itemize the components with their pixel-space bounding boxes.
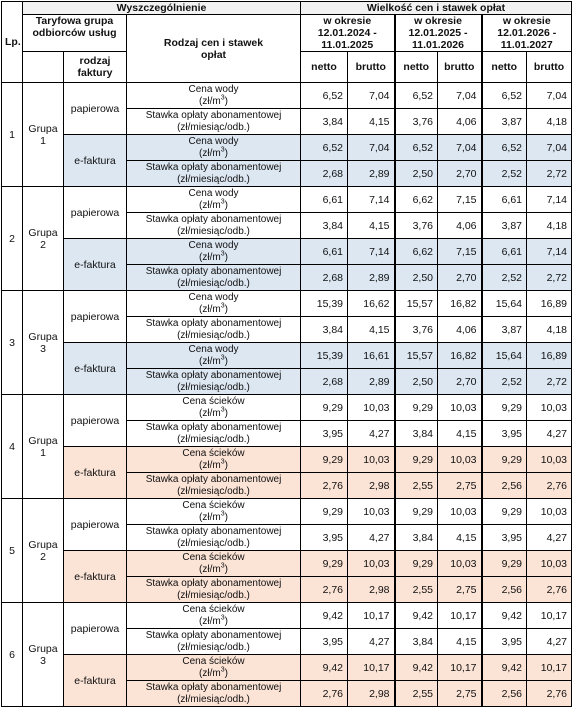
netto-value: 9,42 — [301, 655, 348, 681]
header-brutto-1: brutto — [348, 52, 395, 83]
row-lp: 1 — [2, 83, 23, 187]
price-description — [127, 343, 301, 369]
netto-value: 15,57 — [395, 291, 438, 317]
netto-value: 2,52 — [482, 369, 527, 395]
netto-value: 9,29 — [482, 499, 527, 525]
brutto-value: 7,15 — [438, 187, 482, 213]
price-name: Stawka opłaty abonamentowej — [145, 577, 282, 589]
group-name: Grupa 3 — [23, 603, 64, 707]
invoice-type-paper: papierowa — [64, 499, 127, 551]
price-unit — [130, 616, 297, 628]
unit-close: ) — [224, 459, 228, 471]
price-description — [127, 681, 301, 707]
netto-value: 6,52 — [301, 135, 348, 161]
brutto-value: 16,89 — [527, 343, 572, 369]
brutto-value: 2,72 — [527, 369, 572, 395]
price-unit: (zł/miesiąc/odb.) — [177, 485, 250, 497]
netto-value: 15,64 — [482, 343, 527, 369]
group-name: Grupa 3 — [23, 291, 64, 395]
price-name: Cena ścieków — [182, 603, 245, 615]
brutto-value: 10,03 — [527, 551, 572, 577]
netto-value: 2,55 — [395, 473, 438, 499]
netto-value: 9,29 — [301, 499, 348, 525]
netto-value: 3,95 — [301, 629, 348, 655]
netto-value: 3,95 — [482, 421, 527, 447]
unit-text: (zł/m — [199, 615, 221, 627]
brutto-value: 16,62 — [348, 291, 395, 317]
invoice-type-paper: papierowa — [64, 187, 127, 239]
price-description — [127, 603, 301, 629]
brutto-value: 4,06 — [438, 109, 482, 135]
unit-close: ) — [224, 251, 228, 263]
brutto-value: 4,15 — [348, 317, 395, 343]
brutto-value: 7,04 — [438, 83, 482, 109]
price-description — [127, 655, 301, 681]
brutto-value: 10,03 — [438, 447, 482, 473]
brutto-value: 7,14 — [527, 239, 572, 265]
invoice-type-paper: papierowa — [64, 603, 127, 655]
price-name: Stawka opłaty abonamentowej — [145, 421, 282, 433]
netto-value: 3,95 — [301, 525, 348, 551]
row-lp: 3 — [2, 291, 23, 395]
netto-value: 9,42 — [482, 655, 527, 681]
brutto-value: 2,76 — [527, 473, 572, 499]
netto-value: 9,29 — [395, 447, 438, 473]
price-name: Cena ścieków — [182, 447, 245, 459]
netto-value: 2,52 — [482, 265, 527, 291]
brutto-value: 10,03 — [348, 395, 395, 421]
netto-value: 3,76 — [395, 109, 438, 135]
netto-value: 9,29 — [301, 551, 348, 577]
brutto-value: 16,82 — [438, 291, 482, 317]
price-description — [127, 239, 301, 265]
brutto-value: 10,03 — [348, 447, 395, 473]
price-description — [127, 161, 301, 187]
netto-value: 2,50 — [395, 265, 438, 291]
price-name: Cena ścieków — [182, 499, 245, 511]
brutto-value: 10,03 — [348, 499, 395, 525]
brutto-value: 10,17 — [348, 603, 395, 629]
header-taryfowa-grupa: Taryfowa grupa odbiorców usług — [23, 15, 127, 52]
group-name: Grupa 2 — [23, 499, 64, 603]
price-name: Stawka opłaty abonamentowej — [145, 317, 282, 329]
unit-superscript: 3 — [220, 458, 225, 466]
brutto-value: 7,15 — [438, 239, 482, 265]
price-unit: (zł/miesiąc/odb.) — [177, 225, 250, 237]
brutto-value: 10,17 — [438, 655, 482, 681]
unit-text: (zł/m — [199, 355, 221, 367]
invoice-type-efaktura: e-faktura — [64, 655, 127, 707]
netto-value: 2,55 — [395, 577, 438, 603]
price-unit — [130, 564, 297, 576]
price-name: Stawka opłaty abonamentowej — [145, 473, 282, 485]
unit-text: (zł/m — [199, 199, 221, 211]
unit-text: (zł/m — [199, 667, 221, 679]
group-name: Grupa 1 — [23, 83, 64, 187]
tariff-table — [1, 1, 572, 707]
brutto-value: 4,15 — [348, 109, 395, 135]
price-name: Stawka opłaty abonamentowej — [145, 681, 282, 693]
netto-value: 6,52 — [395, 135, 438, 161]
netto-value: 2,50 — [395, 369, 438, 395]
header-brutto-2: brutto — [438, 52, 482, 83]
header-lp: Lp. — [2, 2, 23, 83]
header-netto-1: netto — [301, 52, 348, 83]
brutto-value: 2,75 — [438, 681, 482, 707]
brutto-value: 2,98 — [348, 473, 395, 499]
brutto-value: 4,27 — [348, 629, 395, 655]
netto-value: 3,84 — [395, 421, 438, 447]
unit-superscript: 3 — [220, 562, 225, 570]
brutto-value: 10,17 — [527, 603, 572, 629]
netto-value: 9,29 — [395, 551, 438, 577]
unit-close: ) — [224, 199, 228, 211]
group-name: Grupa 2 — [23, 187, 64, 291]
unit-superscript: 3 — [220, 406, 225, 414]
unit-text: (zł/m — [199, 459, 221, 471]
brutto-value: 7,04 — [348, 135, 395, 161]
price-name: Stawka opłaty abonamentowej — [145, 525, 282, 537]
brutto-value: 4,27 — [527, 629, 572, 655]
netto-value: 3,87 — [482, 317, 527, 343]
netto-value: 9,29 — [301, 395, 348, 421]
netto-value: 15,57 — [395, 343, 438, 369]
brutto-value: 4,15 — [438, 421, 482, 447]
price-unit: (zł/miesiąc/odb.) — [177, 277, 250, 289]
brutto-value: 2,98 — [348, 577, 395, 603]
price-name: Stawka opłaty abonamentowej — [145, 161, 282, 173]
price-unit — [130, 668, 297, 680]
price-description — [127, 369, 301, 395]
brutto-value: 10,03 — [527, 499, 572, 525]
unit-text: (zł/m — [199, 251, 221, 263]
unit-close: ) — [224, 511, 228, 523]
price-name: Cena wody — [188, 83, 239, 95]
netto-value: 2,50 — [395, 161, 438, 187]
brutto-value: 2,89 — [348, 265, 395, 291]
brutto-value: 7,14 — [527, 187, 572, 213]
brutto-value: 4,06 — [438, 317, 482, 343]
price-unit — [130, 96, 297, 108]
brutto-value: 2,70 — [438, 369, 482, 395]
brutto-value: 2,72 — [527, 161, 572, 187]
price-description — [127, 317, 301, 343]
unit-superscript: 3 — [220, 510, 225, 518]
header-period-3: w okresie 12.01.2026 - 11.01.2027 — [482, 15, 572, 52]
brutto-value: 10,03 — [527, 447, 572, 473]
brutto-value: 2,75 — [438, 577, 482, 603]
brutto-value: 10,03 — [527, 395, 572, 421]
invoice-type-efaktura: e-faktura — [64, 239, 127, 291]
header-period-2: w okresie 12.01.2025 - 11.01.2026 — [395, 15, 482, 52]
price-name: Cena wody — [188, 291, 239, 303]
price-unit — [130, 304, 297, 316]
invoice-type-efaktura: e-faktura — [64, 343, 127, 395]
brutto-value: 10,03 — [438, 551, 482, 577]
invoice-type-efaktura: e-faktura — [64, 551, 127, 603]
brutto-value: 10,03 — [348, 551, 395, 577]
netto-value: 3,87 — [482, 109, 527, 135]
unit-superscript: 3 — [220, 94, 225, 102]
netto-value: 9,29 — [482, 395, 527, 421]
brutto-value: 2,75 — [438, 473, 482, 499]
price-unit — [130, 148, 297, 160]
price-unit — [130, 408, 297, 420]
price-unit — [130, 356, 297, 368]
price-description — [127, 265, 301, 291]
price-description — [127, 395, 301, 421]
unit-close: ) — [224, 667, 228, 679]
brutto-value: 4,27 — [527, 421, 572, 447]
netto-value: 6,52 — [482, 83, 527, 109]
unit-text: (zł/m — [199, 563, 221, 575]
price-description — [127, 187, 301, 213]
price-unit: (zł/miesiąc/odb.) — [177, 589, 250, 601]
brutto-value: 4,18 — [527, 213, 572, 239]
invoice-type-efaktura: e-faktura — [64, 135, 127, 187]
price-name: Cena wody — [188, 187, 239, 199]
netto-value: 3,84 — [395, 525, 438, 551]
header-wyszczegolnienie: Wyszczególnienie — [23, 2, 301, 15]
unit-text: (zł/m — [199, 95, 221, 107]
netto-value: 9,29 — [482, 551, 527, 577]
brutto-value: 10,17 — [527, 655, 572, 681]
netto-value: 9,29 — [301, 447, 348, 473]
price-description — [127, 83, 301, 109]
unit-text: (zł/m — [199, 407, 221, 419]
netto-value: 6,52 — [395, 83, 438, 109]
price-unit — [130, 200, 297, 212]
price-name: Stawka opłaty abonamentowej — [145, 265, 282, 277]
netto-value: 15,39 — [301, 291, 348, 317]
price-name: Cena wody — [188, 343, 239, 355]
invoice-type-efaktura: e-faktura — [64, 447, 127, 499]
price-description — [127, 473, 301, 499]
brutto-value: 10,17 — [438, 603, 482, 629]
netto-value: 9,29 — [395, 395, 438, 421]
brutto-value: 7,04 — [348, 83, 395, 109]
invoice-type-paper: papierowa — [64, 291, 127, 343]
netto-value: 9,42 — [395, 603, 438, 629]
netto-value: 3,76 — [395, 317, 438, 343]
netto-value: 2,76 — [301, 577, 348, 603]
unit-text: (zł/m — [199, 511, 221, 523]
netto-value: 3,76 — [395, 213, 438, 239]
netto-value: 9,42 — [301, 603, 348, 629]
unit-close: ) — [224, 147, 228, 159]
header-rodzaj-cen: Rodzaj cen i stawek opłat — [127, 15, 301, 83]
brutto-value: 16,61 — [348, 343, 395, 369]
netto-value: 15,64 — [482, 291, 527, 317]
unit-superscript: 3 — [220, 198, 225, 206]
brutto-value: 4,27 — [348, 421, 395, 447]
netto-value: 2,68 — [301, 369, 348, 395]
netto-value: 9,42 — [395, 655, 438, 681]
netto-value: 2,68 — [301, 265, 348, 291]
netto-value: 3,84 — [301, 317, 348, 343]
price-name: Stawka opłaty abonamentowej — [145, 369, 282, 381]
brutto-value: 2,76 — [527, 577, 572, 603]
unit-close: ) — [224, 615, 228, 627]
netto-value: 6,61 — [301, 187, 348, 213]
netto-value: 3,87 — [482, 213, 527, 239]
price-unit: (zł/miesiąc/odb.) — [177, 433, 250, 445]
brutto-value: 4,27 — [348, 525, 395, 551]
netto-value: 2,56 — [482, 681, 527, 707]
unit-superscript: 3 — [220, 146, 225, 154]
price-description — [127, 421, 301, 447]
group-name: Grupa 1 — [23, 395, 64, 499]
brutto-value: 2,89 — [348, 161, 395, 187]
netto-value: 2,52 — [482, 161, 527, 187]
price-description — [127, 551, 301, 577]
brutto-value: 7,04 — [527, 135, 572, 161]
price-unit — [130, 460, 297, 472]
unit-superscript: 3 — [220, 250, 225, 258]
brutto-value: 7,14 — [348, 187, 395, 213]
price-name: Cena wody — [188, 239, 239, 251]
invoice-type-paper: papierowa — [64, 395, 127, 447]
unit-close: ) — [224, 95, 228, 107]
netto-value: 9,29 — [395, 499, 438, 525]
price-name: Cena ścieków — [182, 655, 245, 667]
unit-superscript: 3 — [220, 666, 225, 674]
brutto-value: 10,17 — [348, 655, 395, 681]
brutto-value: 4,18 — [527, 317, 572, 343]
brutto-value: 2,70 — [438, 265, 482, 291]
netto-value: 6,61 — [482, 239, 527, 265]
netto-value: 9,42 — [482, 603, 527, 629]
header-period-1: w okresie 12.01.2024 - 11.01.2025 — [301, 15, 395, 52]
unit-text: (zł/m — [199, 147, 221, 159]
price-name: Stawka opłaty abonamentowej — [145, 629, 282, 641]
brutto-value: 7,04 — [438, 135, 482, 161]
price-unit — [130, 252, 297, 264]
row-lp: 6 — [2, 603, 23, 707]
netto-value: 6,61 — [301, 239, 348, 265]
brutto-value: 4,06 — [438, 213, 482, 239]
price-name: Cena ścieków — [182, 551, 245, 563]
brutto-value: 2,89 — [348, 369, 395, 395]
netto-value: 2,76 — [301, 473, 348, 499]
price-description — [127, 499, 301, 525]
row-lp: 4 — [2, 395, 23, 499]
unit-close: ) — [224, 563, 228, 575]
unit-close: ) — [224, 355, 228, 367]
price-unit: (zł/miesiąc/odb.) — [177, 173, 250, 185]
unit-superscript: 3 — [220, 354, 225, 362]
price-name: Cena wody — [188, 135, 239, 147]
brutto-value: 4,15 — [438, 629, 482, 655]
brutto-value: 16,89 — [527, 291, 572, 317]
netto-value: 3,84 — [301, 109, 348, 135]
price-unit: (zł/miesiąc/odb.) — [177, 381, 250, 393]
invoice-type-paper: papierowa — [64, 83, 127, 135]
netto-value: 2,68 — [301, 161, 348, 187]
netto-value: 3,84 — [301, 213, 348, 239]
unit-text: (zł/m — [199, 303, 221, 315]
price-unit: (zł/miesiąc/odb.) — [177, 693, 250, 705]
brutto-value: 4,27 — [527, 525, 572, 551]
price-description — [127, 109, 301, 135]
netto-value: 2,56 — [482, 577, 527, 603]
row-lp: 5 — [2, 499, 23, 603]
price-name: Stawka opłaty abonamentowej — [145, 213, 282, 225]
brutto-value: 4,18 — [527, 109, 572, 135]
brutto-value: 7,04 — [527, 83, 572, 109]
price-description — [127, 447, 301, 473]
brutto-value: 10,03 — [438, 395, 482, 421]
price-description — [127, 525, 301, 551]
unit-superscript: 3 — [220, 614, 225, 622]
netto-value: 6,62 — [395, 187, 438, 213]
brutto-value: 10,03 — [438, 499, 482, 525]
netto-value: 3,95 — [301, 421, 348, 447]
netto-value: 3,95 — [482, 629, 527, 655]
unit-superscript: 3 — [220, 302, 225, 310]
price-description — [127, 135, 301, 161]
unit-close: ) — [224, 407, 228, 419]
header-netto-3: netto — [482, 52, 527, 83]
netto-value: 15,39 — [301, 343, 348, 369]
price-description — [127, 577, 301, 603]
header-netto-2: netto — [395, 52, 438, 83]
netto-value: 2,55 — [395, 681, 438, 707]
price-unit: (zł/miesiąc/odb.) — [177, 641, 250, 653]
price-unit — [130, 512, 297, 524]
netto-value: 6,52 — [482, 135, 527, 161]
price-description — [127, 213, 301, 239]
price-name: Stawka opłaty abonamentowej — [145, 109, 282, 121]
brutto-value: 2,98 — [348, 681, 395, 707]
row-lp: 2 — [2, 187, 23, 291]
header-brutto-3: brutto — [527, 52, 572, 83]
header-rodzaj-faktury: rodzaj faktury — [64, 52, 127, 83]
brutto-value: 2,70 — [438, 161, 482, 187]
brutto-value: 2,76 — [527, 681, 572, 707]
unit-close: ) — [224, 303, 228, 315]
brutto-value: 4,15 — [348, 213, 395, 239]
netto-value: 6,61 — [482, 187, 527, 213]
price-name: Cena ścieków — [182, 395, 245, 407]
price-unit: (zł/miesiąc/odb.) — [177, 537, 250, 549]
netto-value: 6,62 — [395, 239, 438, 265]
netto-value: 3,95 — [482, 525, 527, 551]
header-wielkosc: Wielkość cen i stawek opłat — [301, 2, 572, 15]
netto-value: 9,29 — [482, 447, 527, 473]
brutto-value: 7,14 — [348, 239, 395, 265]
netto-value: 3,84 — [395, 629, 438, 655]
price-description — [127, 629, 301, 655]
brutto-value: 4,15 — [438, 525, 482, 551]
price-description — [127, 291, 301, 317]
netto-value: 2,56 — [482, 473, 527, 499]
price-unit: (zł/miesiąc/odb.) — [177, 329, 250, 341]
brutto-value: 16,82 — [438, 343, 482, 369]
netto-value: 2,76 — [301, 681, 348, 707]
price-unit: (zł/miesiąc/odb.) — [177, 121, 250, 133]
netto-value: 6,52 — [301, 83, 348, 109]
brutto-value: 2,72 — [527, 265, 572, 291]
